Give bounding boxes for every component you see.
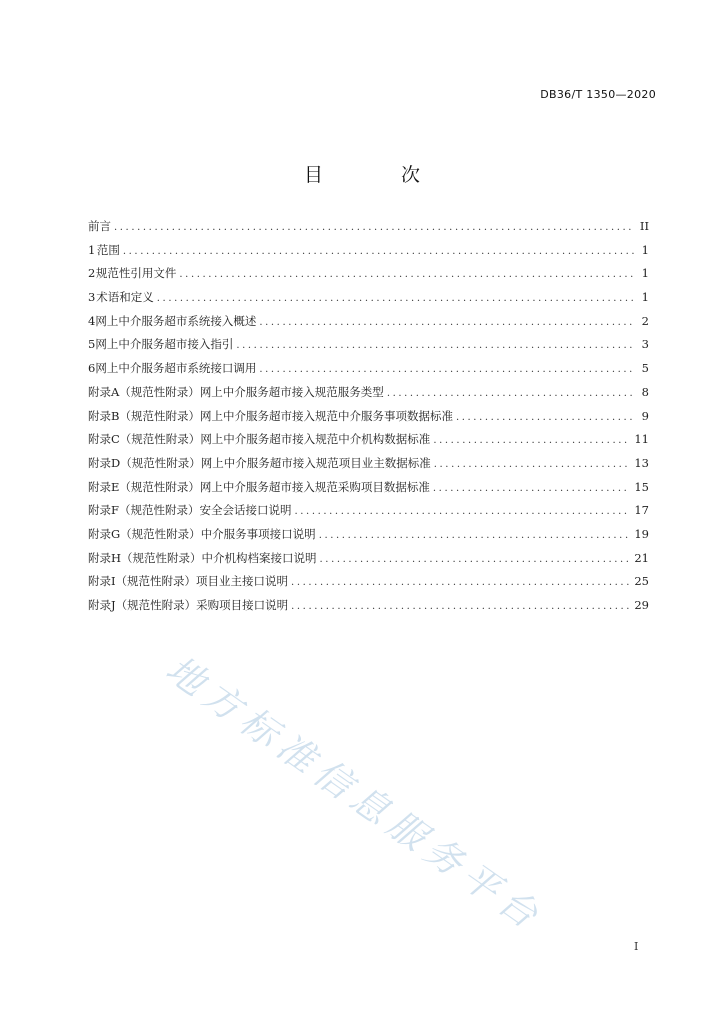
toc-entry[interactable] <box>88 218 649 242</box>
toc-entry-page: 21 <box>634 550 649 565</box>
toc-entry-page: 2 <box>641 313 649 328</box>
toc-entry-label: 网上中介服务超市系统接口调用 <box>95 361 257 376</box>
standard-code: DB36/T 1350—2020 <box>540 88 656 101</box>
toc-entry-number: 4 <box>88 313 96 328</box>
watermark: 地方标准信息服务平台 <box>158 647 552 941</box>
toc-entry-appendix: 附录G（规范性附录） <box>88 526 201 541</box>
toc-entry[interactable] <box>88 597 649 621</box>
toc-entry[interactable] <box>88 573 649 597</box>
toc-entry-appendix: 附录C（规范性附录） <box>88 432 201 447</box>
toc-entry-page: 1 <box>641 266 649 281</box>
toc-dot-leader <box>123 246 635 257</box>
toc-entry[interactable] <box>88 336 649 360</box>
toc-entry[interactable] <box>88 360 649 384</box>
toc-entry-page: 29 <box>634 598 649 612</box>
toc-entry-page: II <box>639 219 649 233</box>
toc-entry-label: 网上中介服务超市接入指引 <box>95 337 234 352</box>
toc-entry-label: 网上中介服务超市接入规范中介机构数据标准 <box>200 432 431 447</box>
toc-entry-number: 3 <box>88 290 96 305</box>
toc-entry-label: 网上中介服务超市接入规范采购项目数据标准 <box>199 479 430 494</box>
toc-dot-leader <box>319 530 631 541</box>
toc-entry-page: 8 <box>641 384 649 399</box>
toc-entry-appendix: 附录J（规范性附录） <box>88 598 197 612</box>
toc-entry-appendix: 附录A（规范性附录） <box>88 384 200 399</box>
toc-dot-leader <box>291 577 630 588</box>
toc-entry-page: 11 <box>634 432 649 447</box>
toc-dot-leader <box>294 506 630 517</box>
toc-entry-label: 采购项目接口说明 <box>196 598 289 612</box>
toc-dot-leader <box>114 222 635 233</box>
page-number: I <box>634 940 639 953</box>
toc-entry[interactable] <box>88 455 649 479</box>
toc-entry-label: 范围 <box>96 242 120 257</box>
toc-dot-leader <box>259 364 635 375</box>
toc-entry-page: 1 <box>641 290 649 305</box>
toc-entry-page: 25 <box>634 574 649 589</box>
toc-dot-leader <box>236 340 635 351</box>
toc-dot-leader <box>291 601 630 612</box>
toc-dot-leader <box>434 459 631 470</box>
toc-entry[interactable] <box>88 384 649 408</box>
table-of-contents <box>88 218 649 621</box>
toc-entry-label: 网上中介服务超市系统接入概述 <box>95 313 257 328</box>
toc-entry-page: 13 <box>634 455 649 470</box>
toc-entry[interactable] <box>88 431 649 455</box>
toc-entry-page: 3 <box>641 337 649 352</box>
toc-dot-leader <box>456 412 635 423</box>
toc-dot-leader <box>179 269 635 280</box>
toc-entry-appendix: 附录F（规范性附录） <box>88 503 200 518</box>
toc-entry-page: 17 <box>634 503 649 518</box>
toc-dot-leader <box>433 483 630 494</box>
toc-entry-appendix: 附录B（规范性附录） <box>88 408 200 423</box>
toc-dot-leader <box>320 554 631 565</box>
toc-entry-label: 前言 <box>88 219 111 233</box>
toc-entry-page: 1 <box>641 242 649 257</box>
toc-entry-label: 规范性引用文件 <box>95 266 177 281</box>
toc-entry-label: 术语和定义 <box>96 290 154 305</box>
toc-entry-appendix: 附录I（规范性附录） <box>88 574 197 589</box>
toc-entry-label: 中介机构档案接口说明 <box>201 550 317 565</box>
toc-entry[interactable] <box>88 289 649 313</box>
toc-entry-number: 2 <box>88 266 96 281</box>
toc-entry-label: 网上中介服务超市接入规范服务类型 <box>199 384 384 399</box>
toc-entry[interactable] <box>88 479 649 503</box>
toc-entry-label: 网上中介服务超市接入规范中介服务事项数据标准 <box>199 408 453 423</box>
toc-dot-leader <box>259 317 635 328</box>
toc-entry-label: 项目业主接口说明 <box>196 574 289 589</box>
toc-entry-page: 19 <box>634 526 649 541</box>
toc-entry[interactable] <box>88 408 649 432</box>
toc-entry-page: 9 <box>641 408 649 423</box>
toc-dot-leader <box>433 435 630 446</box>
toc-entry-page: 5 <box>641 361 649 376</box>
toc-entry-number: 1 <box>88 242 96 257</box>
toc-entry-page: 15 <box>634 479 649 494</box>
toc-entry-appendix: 附录D（规范性附录） <box>88 455 201 470</box>
toc-entry[interactable] <box>88 502 649 526</box>
toc-entry-label: 中介服务事项接口说明 <box>200 526 316 541</box>
toc-entry-appendix: 附录E（规范性附录） <box>88 479 200 494</box>
toc-entry-number: 6 <box>88 361 96 376</box>
toc-entry[interactable] <box>88 526 649 550</box>
toc-entry-label: 网上中介服务超市接入规范项目业主数据标准 <box>200 455 431 470</box>
toc-entry-number: 5 <box>88 337 96 352</box>
toc-entry-appendix: 附录H（规范性附录） <box>88 550 202 565</box>
toc-entry-label: 安全会话接口说明 <box>199 503 292 518</box>
page-title: 目 次 <box>303 164 457 186</box>
toc-dot-leader <box>387 388 635 399</box>
toc-entry[interactable] <box>88 313 649 337</box>
toc-entry[interactable] <box>88 242 649 266</box>
toc-entry[interactable] <box>88 550 649 574</box>
toc-entry[interactable] <box>88 265 649 289</box>
toc-dot-leader <box>157 293 635 304</box>
